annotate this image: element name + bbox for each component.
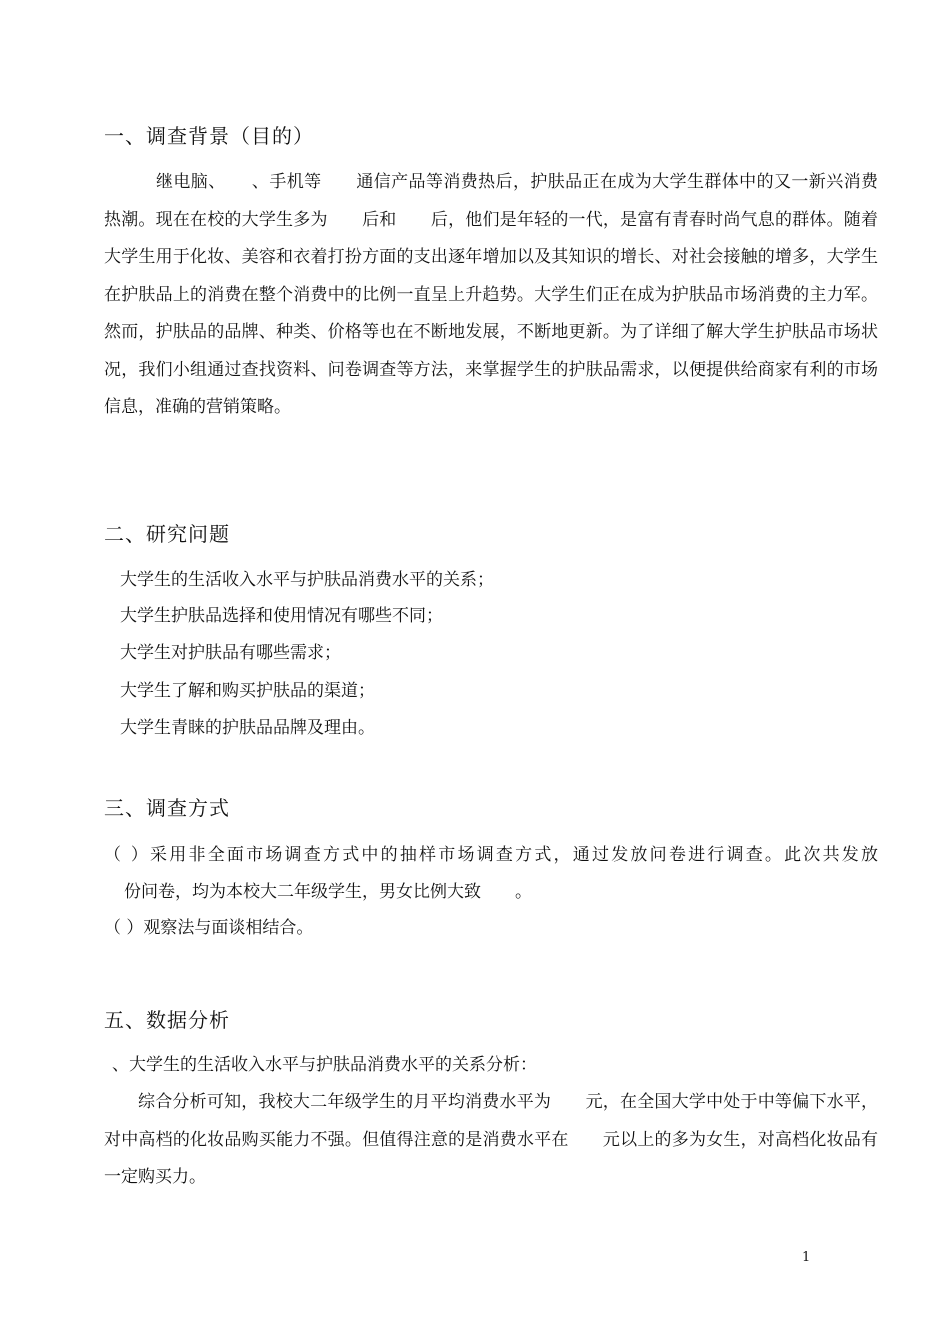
analysis-text: 综合分析可知，我校大二年级学生的月平均消费水平为 元，在全国大学中处于中等偏下水平，对中高档的化妆品购买能力不强。但值得注意的是消费水平在 元以上的多为女生，对高档化妆品有一定购买力。: [104, 1092, 878, 1187]
method-item-2: （ ）观察法与面谈相结合。: [104, 918, 314, 938]
section-heading-analysis: 五、数据分析: [104, 1008, 230, 1032]
analysis-paragraph: [104, 1084, 878, 1197]
question-item: 大学生的生活收入水平与护肤品消费水平的关系；: [120, 570, 494, 590]
question-item: 大学生青睐的护肤品品牌及理由。: [120, 718, 375, 738]
background-text: 继电脑、 、手机等 通信产品等消费热后，护肤品正在成为大学生群体中的又一新兴消费热潮。现在在校的大学生多为 后和 后，他们是年轻的一代，是富有青春时尚气息的群体。随着大学生用于化妆、美容和衣着打扮方面的支出逐年增加以及其知识的增长、对社会接触的增多，大学生在护肤品上的消费在整个消费中的比例一直呈上升趋势。大学生们正在成为护肤品市场消费的主力军。然而，护肤品的品牌、种类、价格等也在不断地发展，不断地更新。为了详细了解大学生护肤品市场状况，我们小组通过查找资料、问卷调查等方法，来掌握学生的护肤品需求，以便提供给商家有利的市场信息，准确的营销策略。: [104, 172, 878, 417]
question-item: 大学生对护肤品有哪些需求；: [120, 643, 341, 663]
background-paragraph: [104, 164, 878, 427]
analysis-subtitle: 、大学生的生活收入水平与护肤品消费水平的关系分析：: [112, 1055, 537, 1075]
page-number: 1: [802, 1250, 811, 1265]
question-item: 大学生了解和购买护肤品的渠道；: [120, 681, 375, 701]
question-item: 大学生护肤品选择和使用情况有哪些不同；: [120, 606, 443, 626]
section-heading-method: 三、调查方式: [104, 796, 230, 820]
section-heading-background: 一、调查背景（目的）: [104, 124, 314, 148]
section-heading-questions: 二、研究问题: [104, 522, 230, 546]
method-item-1-line-1: （ ）采用非全面市场调查方式中的抽样市场调查方式，通过发放问卷进行调查。此次共发放: [104, 845, 878, 865]
method-item-1-line-2: 份问卷，均为本校大二年级学生，男女比例大致 。: [124, 882, 532, 902]
